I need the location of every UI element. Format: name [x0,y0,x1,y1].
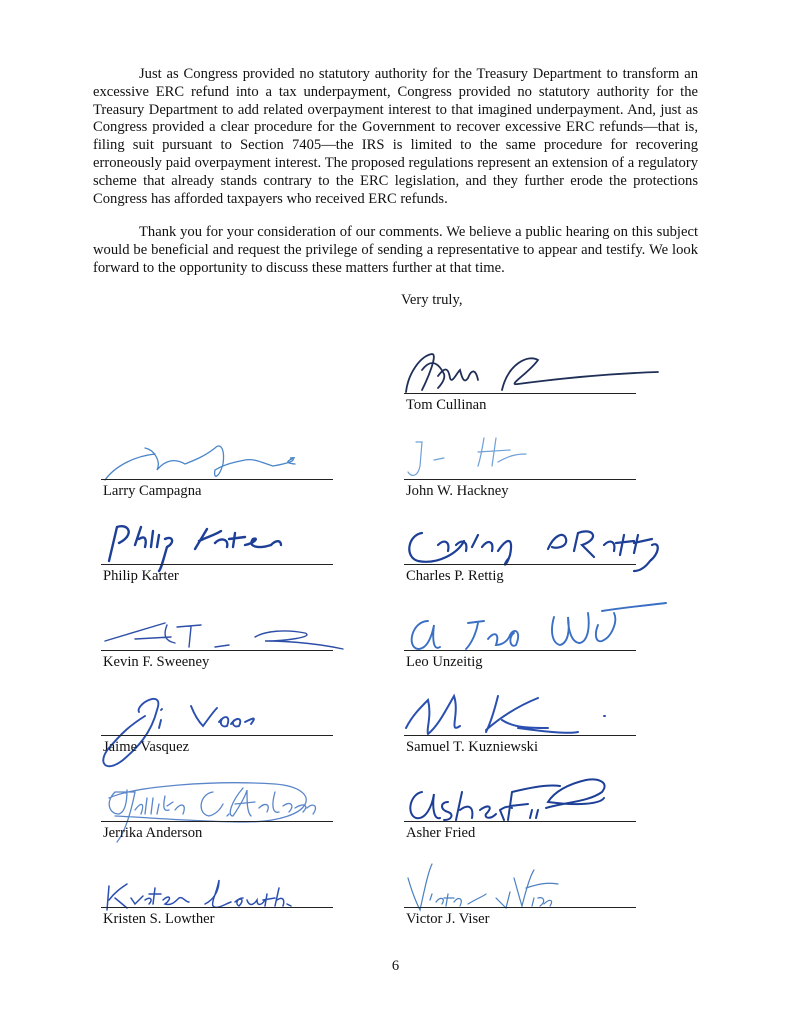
signature-kristen-lowther [95,848,335,912]
signature-kevin-sweeney [95,591,355,655]
signatory-name: Tom Cullinan [406,397,487,413]
signature-block-kevin-sweeney [101,591,333,671]
signature-line [404,393,636,394]
signatory-name: Asher Fried [406,825,476,841]
signature-block-jaime-vasquez [101,676,333,756]
signature-philip-karter [95,505,335,569]
signatory-name: Jerrika Anderson [103,825,203,841]
signature-line [101,735,333,736]
signatory-name: Charles P. Rettig [406,568,504,584]
signature-block-kristen-lowther [101,848,333,928]
closing-salutation: Very truly, [401,292,463,308]
signatory-name: Kevin F. Sweeney [103,654,210,670]
signature-line [101,650,333,651]
signature-line [404,907,636,908]
signatory-name: John W. Hackney [406,483,509,499]
body-paragraph-1: Just as Congress provided no statutory authority for the Treasury Department to transform an excessive ERC refund into a tax underpayment, Congress provided no statutory authority for the Treasury Department to add related overpayment interest to that imagined underpayment. And, just as Congress provided a clear procedure for the Government to recover excessive ERC refunds—that is, filing suit pursuant to Section 7405—the IRS is limited to the same procedure for recovering erroneously paid overpayment interest. The proposed regulations represent an extension of a regulatory scheme that already stands contrary to the ERC legislation, and they further erode the protections Congress has afforded taxpayers who received ERC refunds. [93,66,698,207]
signature-block-jerrika-anderson [101,762,333,842]
signature-line [101,564,333,565]
signature-larry-campagna [95,420,335,484]
signatory-name: Jaime Vasquez [103,739,190,755]
signatory-name: Victor J. Viser [406,911,490,927]
signature-block-victor-viser [404,848,636,928]
signature-block-samuel-kuzniewski [404,676,636,756]
signature-block-charles-rettig [404,505,636,585]
signature-line [101,821,333,822]
signatory-name: Larry Campagna [103,483,202,499]
signatory-name: Leo Unzeitig [406,654,483,670]
signature-block-philip-karter [101,505,333,585]
signature-line [404,821,636,822]
page-number: 6 [391,958,400,974]
signature-line [101,907,333,908]
signature-block-leo-unzeitig [404,591,636,671]
signature-block-asher-fried [404,762,636,842]
signature-john-hackney [398,420,638,484]
signature-block-tom-cullinan [404,334,636,414]
signature-line [404,650,636,651]
signatory-name: Philip Karter [103,568,179,584]
signature-block-john-hackney [404,420,636,500]
signature-tom-cullinan [398,334,668,398]
signatory-name: Samuel T. Kuzniewski [406,739,538,755]
signature-line [404,564,636,565]
signature-line [404,479,636,480]
signature-line [404,735,636,736]
signatory-name: Kristen S. Lowther [103,911,215,927]
signature-jaime-vasquez [95,676,335,776]
signature-line [101,479,333,480]
signature-block-larry-campagna [101,420,333,500]
body-paragraph-2: Thank you for your consideration of our comments. We believe a public hearing on this subject would be beneficial and request the privilege of sending a representative to appear and testify. We look forward to the opportunity to discuss these matters further at that time. [93,224,698,276]
